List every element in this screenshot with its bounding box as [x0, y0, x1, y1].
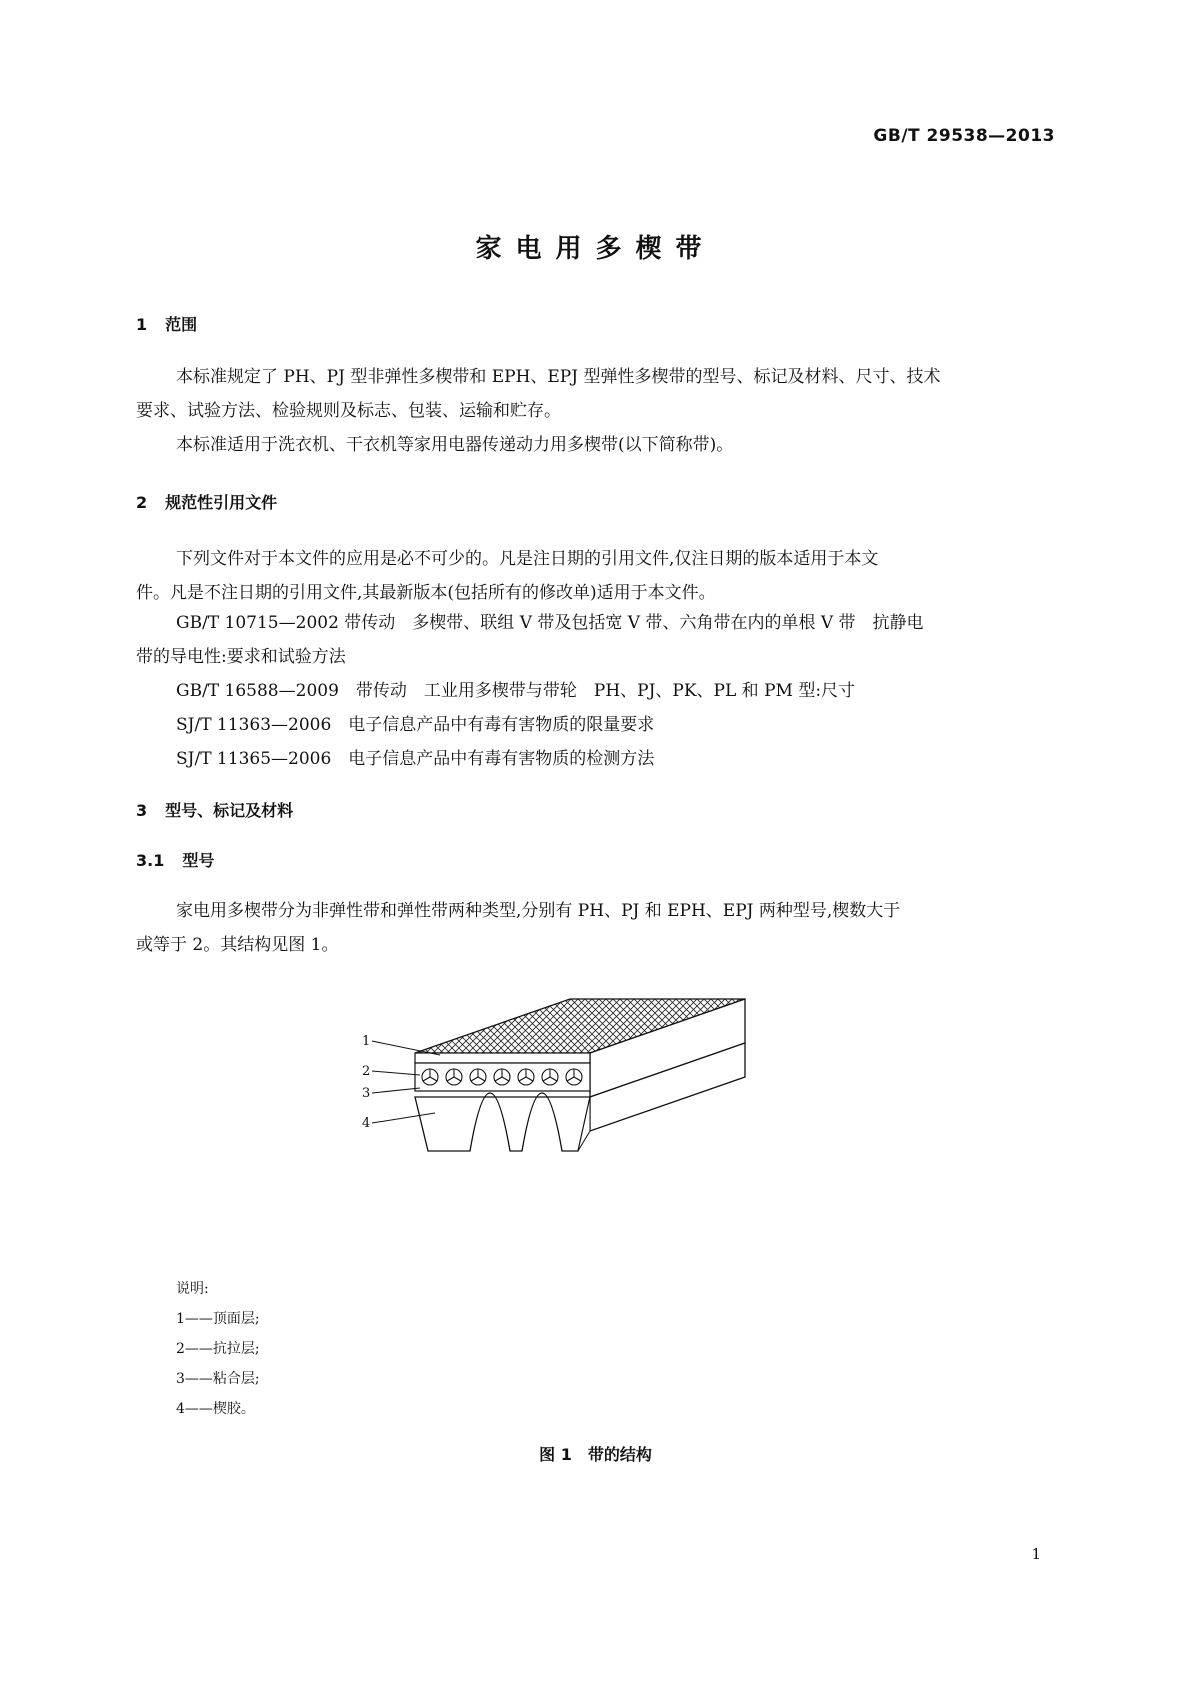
- figure-number: 图 1: [539, 1445, 572, 1464]
- paragraph-line: 下列文件对于本文件的应用是必不可少的。凡是注日期的引用文件,仅注日期的版本适用于本文: [176, 549, 879, 569]
- section-title: 型号、标记及材料: [165, 801, 294, 820]
- section-1-body: [136, 360, 1058, 462]
- reference-list: [136, 606, 1058, 776]
- figure-legend-item: 3——粘合层;: [176, 1371, 260, 1387]
- reference-item: SJ/T 11365—2006 电子信息产品中有毒有害物质的检测方法: [176, 749, 655, 769]
- page-number: 1: [1031, 1545, 1041, 1563]
- section-3-1-body: [136, 894, 1058, 962]
- reference-item: GB/T 16588—2009 带传动 工业用多楔带与带轮 PH、PJ、PK、PL 和 PM 型:尺寸: [176, 681, 856, 701]
- section-number: 1: [136, 315, 148, 334]
- figure-legend-title: 说明:: [176, 1281, 209, 1297]
- figure-legend-item: 4——楔胶。: [176, 1401, 255, 1417]
- reference-item: GB/T 10715—2002 带传动 多楔带、联组 V 带及包括宽 V 带、六角带在内的单根 V 带 抗静电: [176, 613, 924, 633]
- callout-3: 3: [362, 1086, 371, 1101]
- section-1-heading: [136, 312, 197, 335]
- section-3-1-heading: [136, 848, 214, 871]
- subsection-number: 3.1: [136, 851, 165, 870]
- section-title: 规范性引用文件: [165, 493, 278, 512]
- paragraph-line: 件。凡是不注日期的引用文件,其最新版本(包括所有的修改单)适用于本文件。: [136, 583, 716, 603]
- subsection-title: 型号: [182, 851, 215, 870]
- paragraph-line: 本标准规定了 PH、PJ 型非弹性多楔带和 EPH、EPJ 型弹性多楔带的型号、标记及材料、尺寸、技术: [176, 367, 941, 387]
- callout-1: 1: [362, 1034, 371, 1049]
- belt-structure-figure: [340, 985, 820, 1175]
- figure-legend-item: 1——顶面层;: [176, 1311, 260, 1327]
- callout-2: 2: [362, 1064, 371, 1079]
- figure-caption-text: 带的结构: [587, 1445, 652, 1464]
- paragraph-line: 或等于 2。其结构见图 1。: [136, 935, 339, 955]
- document-title: 家电用多楔带: [475, 234, 716, 264]
- reference-item: SJ/T 11363—2006 电子信息产品中有毒有害物质的限量要求: [176, 715, 655, 735]
- reference-item-continued: 带的导电性:要求和试验方法: [136, 647, 346, 667]
- section-2-heading: [136, 490, 277, 513]
- figure-caption: [0, 1442, 1191, 1465]
- section-title: 范围: [165, 315, 198, 334]
- section-number: 2: [136, 493, 148, 512]
- section-number: 3: [136, 801, 148, 820]
- section-2-intro: [136, 542, 1058, 610]
- wedge-rubber: [415, 1093, 590, 1151]
- callout-4: 4: [362, 1116, 371, 1131]
- paragraph-line: 家电用多楔带分为非弹性带和弹性带两种类型,分别有 PH、PJ 和 EPH、EPJ 两种型号,楔数大于: [176, 901, 901, 921]
- paragraph-line: 要求、试验方法、检验规则及标志、包装、运输和贮存。: [136, 401, 561, 421]
- paragraph-line: 本标准适用于洗衣机、干衣机等家用电器传递动力用多楔带(以下简称带)。: [176, 435, 734, 455]
- standard-code: GB/T 29538—2013: [873, 126, 1055, 146]
- section-3-heading: [136, 798, 293, 821]
- figure-legend-item: 2——抗拉层;: [176, 1341, 260, 1357]
